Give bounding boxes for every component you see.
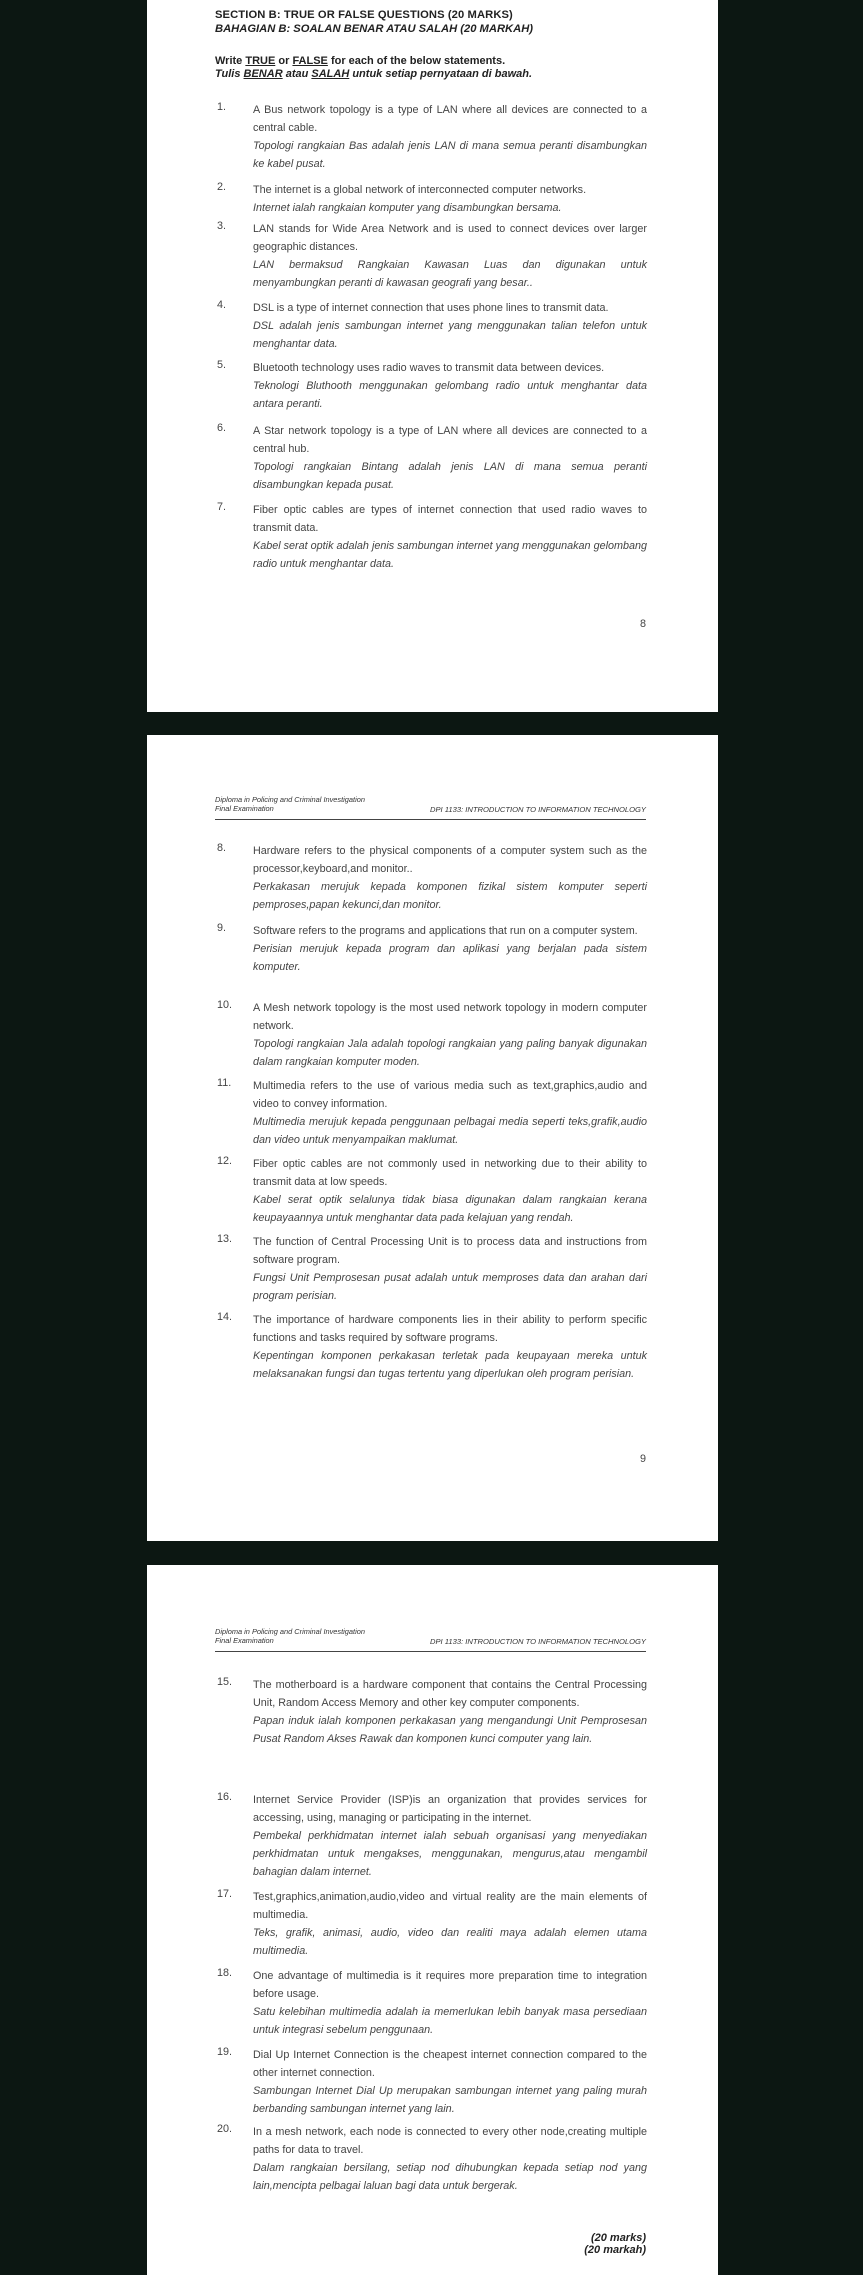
question-7 xyxy=(217,501,647,573)
question-text-malay: Fungsi Unit Pemprosesan pusat adalah untuk memproses data dan arahan dari program perisian. xyxy=(253,1272,647,1302)
course-name: DPI 1133: INTRODUCTION TO INFORMATION TECHNOLOGY xyxy=(429,805,646,814)
question-number: 9. xyxy=(217,922,227,934)
question-text-malay: DSL adalah jenis sambungan internet yang menggunakan talian telefon untuk menghantar data. xyxy=(253,320,647,350)
question-number: 15. xyxy=(217,1676,233,1688)
question-number: 6. xyxy=(217,422,227,434)
question-number: 3. xyxy=(217,220,227,232)
question-text-malay: Kabel serat optik adalah jenis sambungan internet yang menggunakan gelombang radio untuk menghantar data. xyxy=(253,540,647,570)
section-title: SECTION B: TRUE OR FALSE QUESTIONS (20 MARKS) xyxy=(215,9,513,21)
exam-name: Final Examination xyxy=(215,1636,274,1645)
question-9 xyxy=(217,922,647,976)
question-text: The internet is a global network of interconnected computer networks. xyxy=(253,184,587,196)
question-text-malay: Dalam rangkaian bersilang, setiap nod dihubungkan kepada setiap nod yang lain,mencipta pelbagai laluan bagi data untuk bergerak. xyxy=(253,2162,647,2192)
question-text: Bluetooth technology uses radio waves to transmit data between devices. xyxy=(253,362,605,374)
question-text-malay: Papan induk ialah komponen perkakasan yang mengandungi Unit Pemprosesan Pusat Random Akses Rawak dan komponen kunci computer yang lain. xyxy=(253,1715,647,1745)
question-number: 11. xyxy=(217,1077,232,1089)
question-19 xyxy=(217,2046,647,2118)
question-text: Software refers to the programs and applications that run on a computer system. xyxy=(253,925,638,937)
question-text: The function of Central Processing Unit is to process data and instructions from software program. xyxy=(253,1236,647,1266)
course-name: DPI 1133: INTRODUCTION TO INFORMATION TECHNOLOGY xyxy=(429,1637,646,1646)
question-6 xyxy=(217,422,647,494)
instructions: Write TRUE or FALSE for each of the below statements. xyxy=(215,55,506,67)
question-text: Test,graphics,animation,audio,video and virtual reality are the main elements of multimedia. xyxy=(253,1891,647,1921)
question-text: One advantage of multimedia is it requires more preparation time to integration before usage. xyxy=(253,1970,647,2000)
question-text-malay: LAN bermaksud Rangkaian Kawasan Luas dan digunakan untuk menyambungkan peranti di kawasan geografi yang besar.. xyxy=(253,259,647,289)
question-text: Multimedia refers to the use of various media such as text,graphics,audio and video to convey information. xyxy=(253,1080,647,1110)
question-14 xyxy=(217,1311,647,1383)
question-text: DSL is a type of internet connection that uses phone lines to transmit data. xyxy=(253,302,609,314)
question-2 xyxy=(217,181,647,217)
question-number: 17. xyxy=(217,1888,233,1900)
question-text: The importance of hardware components lies in their ability to perform specific functions and tasks required by software programs. xyxy=(253,1314,647,1344)
question-8 xyxy=(217,842,647,914)
question-text-malay: Pembekal perkhidmatan internet ialah sebuah organisasi yang menyediakan perkhidmatan untuk mengakses, menggunakan, mengurus,atau mengambil bahagian dalam internet. xyxy=(253,1830,647,1878)
total-marks-en: (20 marks) xyxy=(590,2232,646,2244)
question-number: 8. xyxy=(217,842,227,854)
question-text: Fiber optic cables are types of internet connection that used radio waves to transmit data. xyxy=(253,504,647,534)
question-text-malay: Satu kelebihan multimedia adalah ia memerlukan lebih banyak masa persediaan untuk integrasi sebelum penggunaan. xyxy=(253,2006,647,2036)
question-text-malay: Topologi rangkaian Bas adalah jenis LAN di mana semua peranti disambungkan ke kabel pusat. xyxy=(253,140,647,170)
program-name: Diploma in Policing and Criminal Investigation xyxy=(215,1627,365,1636)
question-text-malay: Kabel serat optik selalunya tidak biasa digunakan dalam rangkaian kerana keupayaannya untuk menghantar data pada kelajuan yang rendah. xyxy=(253,1194,647,1224)
question-1 xyxy=(217,101,647,173)
question-3 xyxy=(217,220,647,292)
question-text: Hardware refers to the physical components of a computer system such as the processor,keyboard,and monitor.. xyxy=(253,845,647,875)
program-name: Diploma in Policing and Criminal Investigation xyxy=(215,795,365,804)
question-number: 16. xyxy=(217,1791,233,1803)
question-10 xyxy=(217,999,647,1071)
page-number: 8 xyxy=(639,618,646,630)
question-text: Internet Service Provider (ISP)is an organization that provides services for accessing, using, managing or participating in the internet. xyxy=(253,1794,647,1824)
question-text: Fiber optic cables are not commonly used in networking due to their ability to transmit data at low speeds. xyxy=(253,1158,647,1188)
question-text-malay: Teknologi Bluthooth menggunakan gelombang radio untuk menghantar data antara peranti. xyxy=(253,380,647,410)
question-text-malay: Topologi rangkaian Bintang adalah jenis LAN di mana semua peranti disambungkan kepada pusat. xyxy=(253,461,647,491)
question-text: A Star network topology is a type of LAN where all devices are connected to a central hub. xyxy=(253,425,647,455)
question-text-malay: Teks, grafik, animasi, audio, video dan realiti maya adalah elemen utama multimedia. xyxy=(253,1927,647,1957)
question-text-malay: Multimedia merujuk kepada penggunaan pelbagai media seperti teks,grafik,audio dan video untuk menyampaikan maklumat. xyxy=(253,1116,647,1146)
question-text-malay: Kepentingan komponen perkakasan terletak pada keupayaan mereka untuk melaksanakan fungsi dan tugas tertentu yang diperlukan oleh program perisian. xyxy=(253,1350,647,1380)
question-13 xyxy=(217,1233,647,1305)
question-text-malay: Internet ialah rangkaian komputer yang disambungkan bersama. xyxy=(253,202,562,214)
question-17 xyxy=(217,1888,647,1960)
question-20 xyxy=(217,2123,647,2195)
section-title-malay: BAHAGIAN B: SOALAN BENAR ATAU SALAH (20 MARKAH) xyxy=(215,23,534,35)
question-11 xyxy=(217,1077,647,1149)
page-number: 9 xyxy=(639,1453,646,1465)
question-text-malay: Sambungan Internet Dial Up merupakan sambungan internet yang paling murah berbanding sambungan internet yang lain. xyxy=(253,2085,647,2115)
question-number: 7. xyxy=(217,501,227,513)
question-text: A Mesh network topology is the most used network topology in modern computer network. xyxy=(253,1002,647,1032)
question-number: 5. xyxy=(217,359,227,371)
exam-page-9 xyxy=(147,735,718,1541)
question-number: 2. xyxy=(217,181,227,193)
question-text: The motherboard is a hardware component that contains the Central Processing Unit, Random Access Memory and other key computer components. xyxy=(253,1679,647,1709)
question-number: 4. xyxy=(217,299,227,311)
question-number: 18. xyxy=(217,1967,233,1979)
running-header xyxy=(215,1627,646,1652)
question-15 xyxy=(217,1676,647,1748)
total-marks-ms: (20 markah) xyxy=(584,2244,646,2256)
question-text-malay: Perkakasan merujuk kepada komponen fizikal sistem komputer seperti pemproses,papan kekunci,dan monitor. xyxy=(253,881,647,911)
question-text: Dial Up Internet Connection is the cheapest internet connection compared to the other internet connection. xyxy=(253,2049,647,2079)
instructions-malay: Tulis BENAR atau SALAH untuk setiap pernyataan di bawah. xyxy=(215,68,533,80)
question-text-malay: Perisian merujuk kepada program dan aplikasi yang berjalan pada sistem komputer. xyxy=(253,943,647,973)
question-number: 1. xyxy=(217,101,227,113)
question-4 xyxy=(217,299,647,353)
question-18 xyxy=(217,1967,647,2039)
question-text: A Bus network topology is a type of LAN where all devices are connected to a central cable. xyxy=(253,104,647,134)
question-number: 19. xyxy=(217,2046,233,2058)
question-5 xyxy=(217,359,647,413)
question-text-malay: Topologi rangkaian Jala adalah topologi rangkaian yang paling banyak digunakan dalam rangkaian komputer moden. xyxy=(253,1038,647,1068)
question-text: In a mesh network, each node is connected to every other node,creating multiple paths for data to travel. xyxy=(253,2126,647,2156)
question-number: 12. xyxy=(217,1155,233,1167)
exam-page-10 xyxy=(147,1565,718,2275)
question-12 xyxy=(217,1155,647,1227)
question-text: LAN stands for Wide Area Network and is used to connect devices over larger geographic distances. xyxy=(253,223,647,253)
question-16 xyxy=(217,1791,647,1881)
running-header xyxy=(215,795,646,820)
total-marks xyxy=(584,2232,646,2256)
exam-name: Final Examination xyxy=(215,804,274,813)
question-number: 10. xyxy=(217,999,233,1011)
exam-page-8 xyxy=(147,0,718,712)
question-number: 20. xyxy=(217,2123,233,2135)
question-number: 13. xyxy=(217,1233,233,1245)
question-number: 14. xyxy=(217,1311,233,1323)
